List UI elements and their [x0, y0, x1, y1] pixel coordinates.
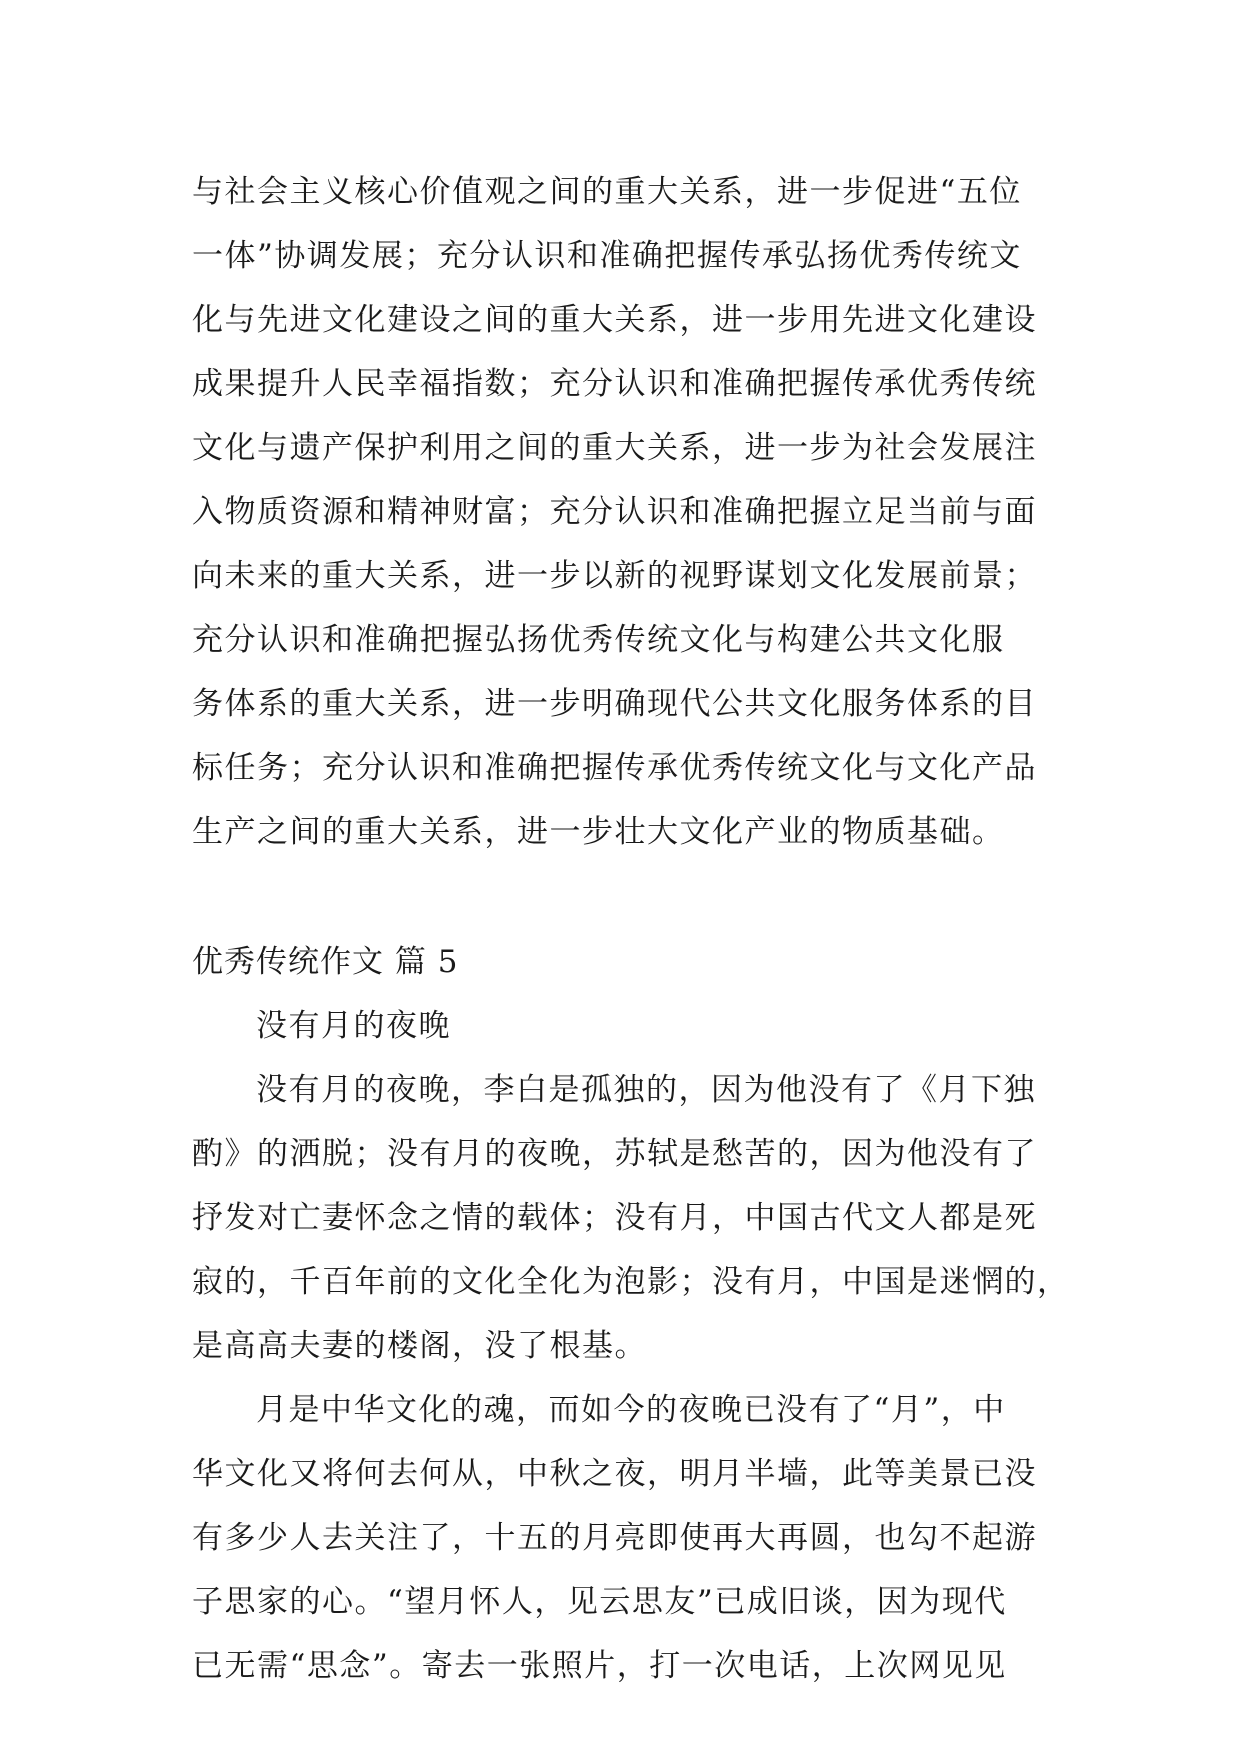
essay-paragraph-2: [192, 1378, 1052, 1698]
text-line: 没有月的夜晚，李白是孤独的，因为他没有了《月下独: [256, 1072, 1036, 1108]
text-line: 寂的，千百年前的文化全化为泡影；没有月，中国是迷惘的，: [192, 1264, 1070, 1300]
text-line: 月是中华文化的魂，而如今的夜晚已没有了“月”，中: [256, 1392, 1006, 1428]
text-line: 与社会主义核心价值观之间的重大关系，进一步促进“五位: [192, 174, 1022, 210]
text-line: 酌》的洒脱；没有月的夜晚，苏轼是愁苦的，因为他没有了: [192, 1136, 1037, 1172]
text-line: 有多少人去关注了，十五的月亮即使再大再圆，也勾不起游: [192, 1520, 1037, 1556]
text-line: 一体”协调发展；充分认识和准确把握传承弘扬优秀传统文: [192, 238, 1022, 274]
text-line: 生产之间的重大关系，进一步壮大文化产业的物质基础。: [192, 814, 1005, 850]
section-spacer: [192, 864, 1052, 930]
text-line: 是高高夫妻的楼阁，没了根基。: [192, 1328, 647, 1364]
text-line: 已无需“思念”。寄去一张照片，打一次电话，上次网见见: [192, 1648, 1007, 1684]
section-heading: 优秀传统作文 篇 5: [192, 944, 459, 980]
text-line: 华文化又将何去何从，中秋之夜，明月半墙，此等美景已没: [192, 1456, 1037, 1492]
text-line: 入物质资源和精神财富；充分认识和准确把握立足当前与面: [192, 494, 1037, 530]
text-line: 务体系的重大关系，进一步明确现代公共文化服务体系的目: [192, 686, 1037, 722]
text-line: 标任务；充分认识和准确把握传承优秀传统文化与文化产品: [192, 750, 1037, 786]
text-line: 文化与遗产保护利用之间的重大关系，进一步为社会发展注: [192, 430, 1037, 466]
essay-title: 没有月的夜晚: [256, 1008, 451, 1044]
text-line: 子思家的心。“望月怀人，见云思友”已成旧谈，因为现代: [192, 1584, 1007, 1620]
text-line: 向未来的重大关系，进一步以新的视野谋划文化发展前景；: [192, 558, 1037, 594]
document-page: [192, 160, 1070, 1698]
essay-paragraph-1: [192, 1058, 1070, 1378]
text-line: 成果提升人民幸福指数；充分认识和准确把握传承优秀传统: [192, 366, 1037, 402]
text-line: 抒发对亡妻怀念之情的载体；没有月，中国古代文人都是死: [192, 1200, 1037, 1236]
text-line: 化与先进文化建设之间的重大关系，进一步用先进文化建设: [192, 302, 1037, 338]
text-line: 充分认识和准确把握弘扬优秀传统文化与构建公共文化服: [192, 622, 1005, 658]
section-1-paragraph: [192, 160, 1052, 864]
